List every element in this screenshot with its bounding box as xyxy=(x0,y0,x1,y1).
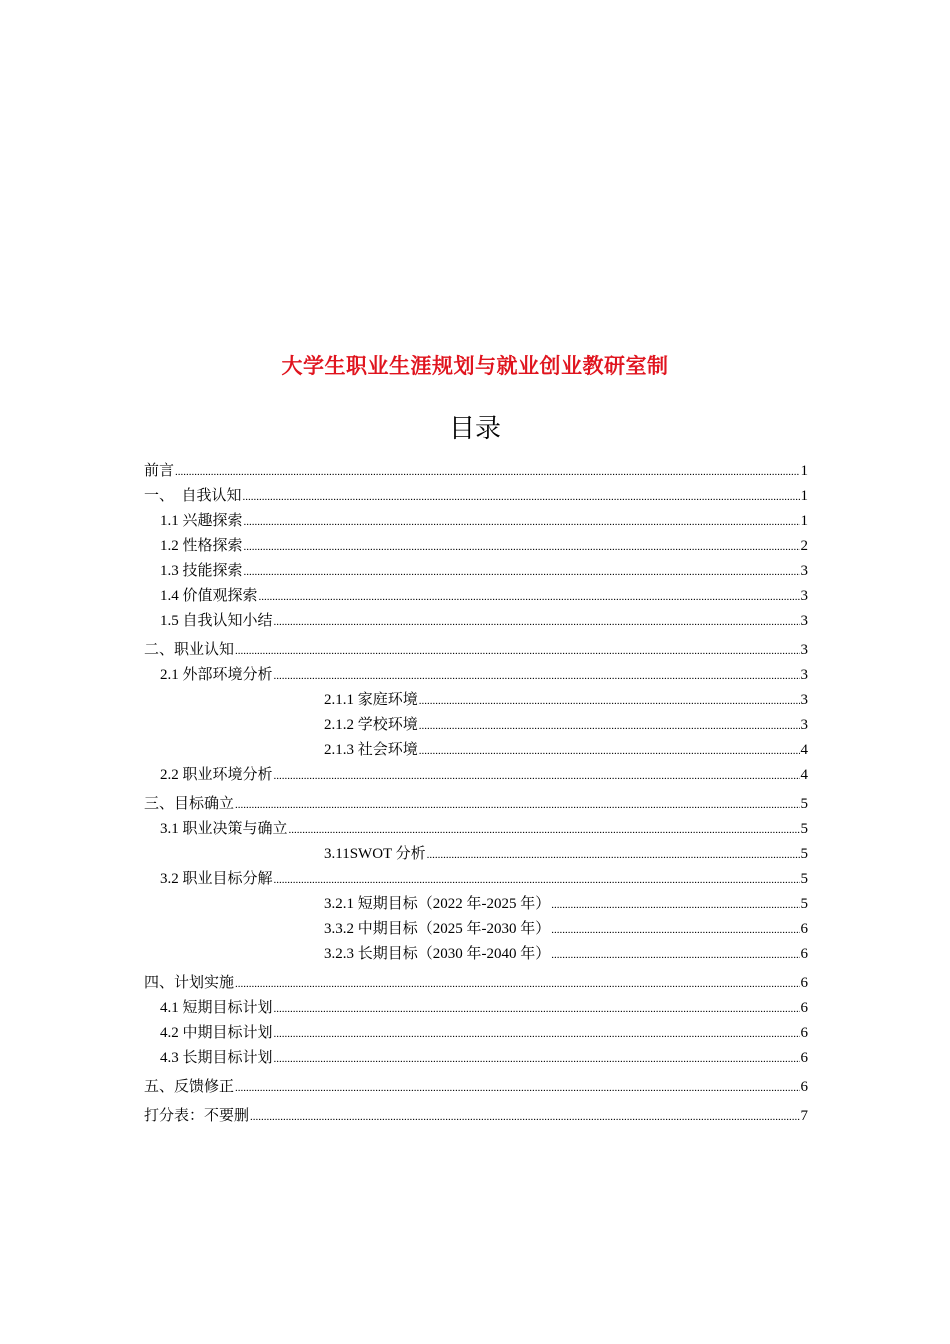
toc-entry-label: 3.3.2 中期目标（2025 年-2030 年） xyxy=(324,921,551,937)
toc-entry[interactable] xyxy=(144,459,808,484)
toc-entry[interactable] xyxy=(144,892,808,917)
toc-entry[interactable] xyxy=(144,1021,808,1046)
toc-dot-leader xyxy=(419,714,800,739)
toc-entry-label: 打分表：不要删 xyxy=(144,1108,250,1124)
toc-dot-leader xyxy=(244,510,800,535)
toc-dot-leader xyxy=(419,739,800,764)
toc-entry-label: 一、 自我认知 xyxy=(144,488,242,504)
toc-entry-page-number: 3 xyxy=(800,667,808,683)
toc-entry[interactable] xyxy=(144,1075,808,1100)
toc-entry[interactable] xyxy=(144,1104,808,1129)
toc-dot-leader xyxy=(243,485,800,510)
toc-entry[interactable] xyxy=(144,1046,808,1071)
toc-entry-label: 3.1 职业决策与确立 xyxy=(160,821,288,837)
toc-entry-page-number: 3 xyxy=(800,563,808,579)
toc-entry-page-number: 5 xyxy=(800,821,808,837)
toc-dot-leader xyxy=(551,918,799,943)
toc-dot-leader xyxy=(235,639,799,664)
toc-heading: 目录 xyxy=(448,414,501,444)
toc-dot-leader xyxy=(289,818,800,843)
toc-entry-label: 1.2 性格探索 xyxy=(160,538,243,554)
toc-entry-page-number: 6 xyxy=(800,1079,808,1095)
toc-dot-leader xyxy=(274,1022,800,1047)
toc-entry[interactable] xyxy=(144,842,808,867)
toc-dot-leader xyxy=(235,972,799,997)
toc-entry-page-number: 6 xyxy=(800,975,808,991)
toc-entry-label: 1.1 兴趣探索 xyxy=(160,513,243,529)
toc-entry[interactable] xyxy=(144,663,808,688)
toc-entry[interactable] xyxy=(144,534,808,559)
toc-dot-leader xyxy=(274,664,800,689)
toc-entry-page-number: 4 xyxy=(800,742,808,758)
toc-entry-label: 2.1.1 家庭环境 xyxy=(324,692,418,708)
toc-entry-label: 2.1.2 学校环境 xyxy=(324,717,418,733)
toc-dot-leader xyxy=(551,943,799,968)
toc-entry-page-number: 3 xyxy=(800,642,808,658)
toc-entry-page-number: 1 xyxy=(800,488,808,504)
toc-entry[interactable] xyxy=(144,917,808,942)
toc-dot-leader xyxy=(274,868,800,893)
toc-dot-leader xyxy=(551,893,799,918)
toc-entry-label: 四、计划实施 xyxy=(144,975,235,991)
toc-entry-page-number: 3 xyxy=(800,692,808,708)
toc-dot-leader xyxy=(274,610,800,635)
toc-entry[interactable] xyxy=(144,738,808,763)
toc-entry-label: 1.3 技能探索 xyxy=(160,563,243,579)
toc-entry-page-number: 1 xyxy=(800,463,808,479)
toc-dot-leader xyxy=(235,1076,799,1101)
toc-entry-label: 3.2.3 长期目标（2030 年-2040 年） xyxy=(324,946,551,962)
toc-entry-label: 2.1 外部环境分析 xyxy=(160,667,273,683)
toc-entry[interactable] xyxy=(144,559,808,584)
toc-entry-page-number: 3 xyxy=(800,613,808,629)
toc-entry[interactable] xyxy=(144,792,808,817)
toc-dot-leader xyxy=(259,585,800,610)
table-of-contents xyxy=(144,459,808,1129)
toc-entry-page-number: 1 xyxy=(800,513,808,529)
toc-entry-label: 4.3 长期目标计划 xyxy=(160,1050,273,1066)
toc-dot-leader xyxy=(274,764,800,789)
toc-entry-label: 前言 xyxy=(144,463,175,479)
toc-entry-page-number: 6 xyxy=(800,946,808,962)
toc-entry-label: 1.5 自我认知小结 xyxy=(160,613,273,629)
toc-entry-label: 1.4 价值观探索 xyxy=(160,588,258,604)
toc-entry-label: 2.1.3 社会环境 xyxy=(324,742,418,758)
toc-entry-page-number: 3 xyxy=(800,588,808,604)
toc-entry-label: 2.2 职业环境分析 xyxy=(160,767,273,783)
toc-entry-page-number: 6 xyxy=(800,1000,808,1016)
toc-entry[interactable] xyxy=(144,971,808,996)
toc-dot-leader xyxy=(235,793,799,818)
toc-entry[interactable] xyxy=(144,942,808,967)
toc-entry[interactable] xyxy=(144,509,808,534)
toc-entry-page-number: 3 xyxy=(800,717,808,733)
toc-dot-leader xyxy=(250,1105,799,1130)
toc-entry-label: 五、反馈修正 xyxy=(144,1079,235,1095)
toc-dot-leader xyxy=(274,997,800,1022)
toc-entry[interactable] xyxy=(144,817,808,842)
toc-entry-label: 3.2 职业目标分解 xyxy=(160,871,273,887)
toc-entry-page-number: 2 xyxy=(800,538,808,554)
toc-entry[interactable] xyxy=(144,763,808,788)
toc-dot-leader xyxy=(244,560,800,585)
toc-entry[interactable] xyxy=(144,713,808,738)
toc-dot-leader xyxy=(175,460,799,485)
toc-entry[interactable] xyxy=(144,996,808,1021)
toc-entry-label: 3.11SWOT 分析 xyxy=(324,846,426,862)
toc-entry[interactable] xyxy=(144,484,808,509)
toc-entry-page-number: 7 xyxy=(800,1108,808,1124)
toc-entry-label: 4.1 短期目标计划 xyxy=(160,1000,273,1016)
toc-entry-page-number: 6 xyxy=(800,1025,808,1041)
toc-entry-page-number: 5 xyxy=(800,871,808,887)
toc-entry-page-number: 4 xyxy=(800,767,808,783)
toc-entry-page-number: 5 xyxy=(800,896,808,912)
toc-entry-page-number: 5 xyxy=(800,796,808,812)
toc-entry[interactable] xyxy=(144,609,808,634)
toc-entry[interactable] xyxy=(144,867,808,892)
header-title: 大学生职业生涯规划与就业创业教研室制 xyxy=(281,354,669,378)
toc-dot-leader xyxy=(274,1047,800,1072)
toc-entry[interactable] xyxy=(144,638,808,663)
toc-dot-leader xyxy=(244,535,800,560)
toc-entry-label: 4.2 中期目标计划 xyxy=(160,1025,273,1041)
toc-entry-page-number: 5 xyxy=(800,846,808,862)
toc-dot-leader xyxy=(427,843,800,868)
toc-dot-leader xyxy=(419,689,800,714)
toc-entry[interactable] xyxy=(144,688,808,713)
toc-entry-page-number: 6 xyxy=(800,921,808,937)
toc-entry-label: 3.2.1 短期目标（2022 年-2025 年） xyxy=(324,896,551,912)
toc-entry-page-number: 6 xyxy=(800,1050,808,1066)
toc-entry-label: 三、目标确立 xyxy=(144,796,235,812)
toc-entry[interactable] xyxy=(144,584,808,609)
toc-entry-label: 二、职业认知 xyxy=(144,642,235,658)
